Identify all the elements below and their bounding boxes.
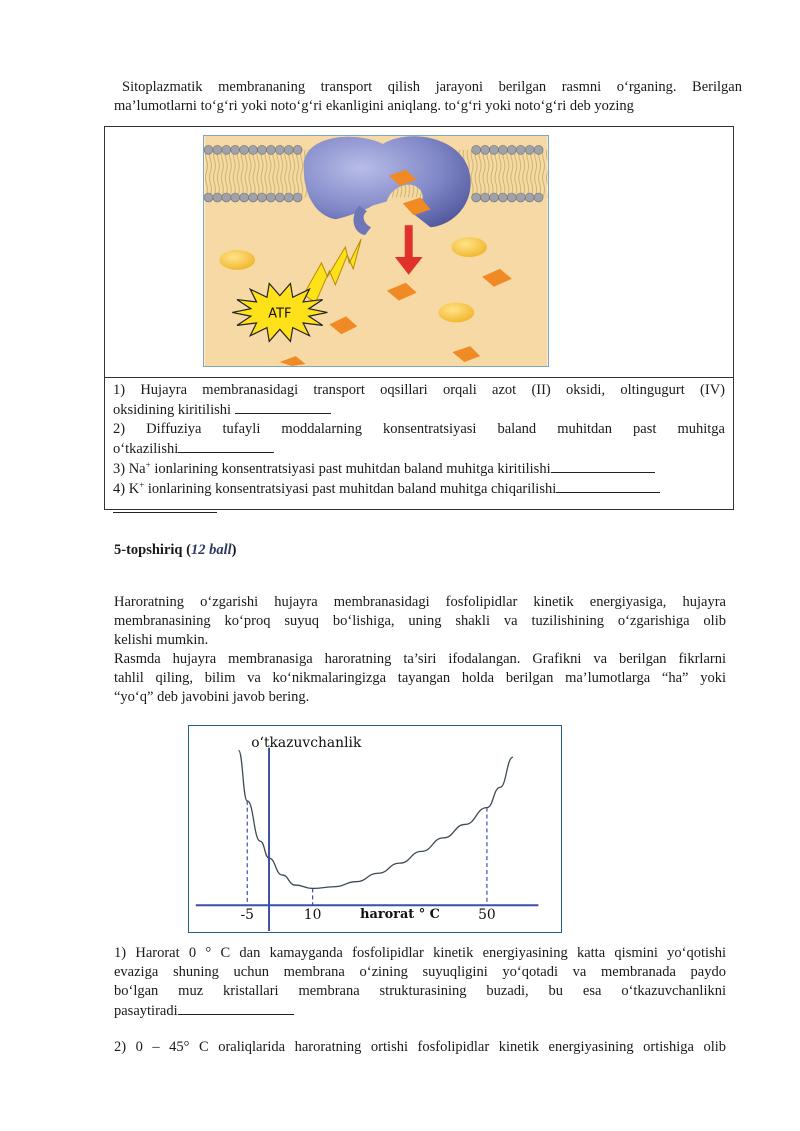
answer-blank-4[interactable]: [556, 479, 660, 493]
lipid-head: [249, 193, 258, 202]
statement-3-prefix: 3) Na: [113, 461, 146, 477]
atp-label: ATF: [268, 306, 292, 322]
q5-paragraph-2-line-2: tahlil qiling, bilim va ko‘nikmalaringizga tayangan holda berilgan ma’lumotlarga “ha” yoki: [114, 670, 726, 686]
q4-question-box: [104, 126, 734, 510]
q4-intro-line-1: Sitoplazmatik membrananing transport qilish jarayoni berilgan rasmni o‘rganing. Berilgan: [122, 79, 742, 95]
statement-4-text: ionlarining konsentratsiyasi past muhitdan baland muhitga chiqarilishi: [144, 481, 557, 497]
x-tick-label: -5: [240, 907, 254, 924]
lipid-head: [258, 145, 267, 154]
sodium-charge: +: [145, 460, 151, 470]
lipid-head: [507, 145, 516, 154]
lipid-head: [204, 145, 213, 154]
answer-1-line-2: evaziga shuning uchun membrana o‘zining suyuqligini yo‘qotadi va membranada paydo: [114, 964, 726, 980]
lipid-head: [293, 193, 302, 202]
answer-blank-4b[interactable]: [113, 499, 217, 513]
statement-2-line-2: [113, 439, 725, 459]
lipid-head: [240, 193, 249, 202]
answer-blank-5[interactable]: [178, 1001, 294, 1015]
q5-paragraph-2-line-3: “yo‘q” deb javobini javob bering.: [114, 689, 310, 705]
q4-intro-line-2: ma’lumotlarni to‘g‘ri yoki noto‘g‘ri ekanligini aniqlang. to‘g‘ri yoki noto‘g‘ri deb yozing: [114, 98, 634, 114]
lipid-head: [516, 145, 525, 154]
q5-paragraph-1-line-2: membranasining ko‘proq suyuq bo‘lishiga, uning shakli va tuzilishining o‘zgarishiga olib: [114, 613, 726, 629]
lipid-head: [490, 193, 499, 202]
section-title: 5-topshiriq (12 ball): [114, 542, 237, 558]
statement-3-text: ionlarining konsentratsiyasi past muhitdan baland muhitga kiritilishi: [150, 461, 551, 477]
x-tick-label: 50: [478, 907, 496, 924]
answer-blank-1[interactable]: [235, 400, 331, 414]
lipid-head: [481, 145, 490, 154]
q4-statements: [113, 381, 725, 519]
lipid-head: [534, 193, 543, 202]
lipid-head: [249, 145, 258, 154]
lipid-head: [534, 145, 543, 154]
permeability-curve: [239, 750, 514, 888]
q5-paragraph-2-line-1: Rasmda hujayra membranasiga haroratning ta’siri ifodalangan. Grafikni va berilgan fikrlarni: [114, 651, 726, 667]
lipid-head: [275, 193, 284, 202]
lipid-head: [231, 145, 240, 154]
lipid-head: [481, 193, 490, 202]
lipid-head: [498, 193, 507, 202]
statement-1-text: oksidining kiritilishi: [113, 402, 232, 418]
lipid-head: [204, 193, 213, 202]
lipid-head: [213, 193, 222, 202]
lipid-head: [498, 145, 507, 154]
q5-paragraph-1-line-1: Haroratning o‘zgarishi hujayra membranasidagi fosfolipidlar kinetik energiyasiga, hujayra: [114, 594, 726, 610]
lipid-head: [284, 193, 293, 202]
answer-1-line-4: [114, 1001, 726, 1021]
answer-1-line-1: 1) Harorat 0 ° C dan kamayganda fosfolipidlar kinetik energiyasining katta qismini yo‘qotishi: [114, 945, 726, 961]
statement-4-prefix: 4) K: [113, 481, 140, 497]
lipid-head: [472, 145, 481, 154]
statement-1-line-2: [113, 400, 725, 420]
statement-2-line-1: 2) Diffuziya tufayli moddalarning konsentratsiyasi baland muhitdan past muhitga: [113, 421, 725, 437]
q5-paragraph-1-line-3: kelishi mumkin.: [114, 632, 209, 648]
lipid-head: [258, 193, 267, 202]
statement-4-continuation: [113, 499, 725, 519]
lipid-head: [525, 193, 534, 202]
statement-4: [113, 479, 725, 499]
q4-divider: [105, 377, 733, 378]
lipid-head: [222, 145, 231, 154]
lipid-head: [266, 193, 275, 202]
lipid-head: [490, 145, 499, 154]
answer-blank-2[interactable]: [178, 439, 274, 453]
lipid-head: [525, 145, 534, 154]
lipid-head: [284, 145, 293, 154]
lipid-head: [293, 145, 302, 154]
membrane-transport-figure: [203, 135, 549, 367]
potassium-charge: +: [139, 480, 145, 490]
y-axis-label: o‘tkazuvchanlik: [251, 734, 362, 751]
lipid-head: [240, 145, 249, 154]
x-axis-label: harorat ° C: [360, 907, 440, 923]
answer-2-line-1: 2) 0 – 45° C oraliqlarida haroratning ortishi fosfolipidlar kinetik energiyasining ortishiga olib: [114, 1039, 726, 1055]
lipid-head: [275, 145, 284, 154]
permeability-temperature-graph: [188, 725, 562, 933]
answer-1-text: pasaytiradi: [114, 1003, 178, 1019]
lipid-head: [507, 193, 516, 202]
lipid-head: [231, 193, 240, 202]
x-tick-label: 10: [303, 907, 322, 924]
section-title-text: 5-topshiriq: [114, 542, 183, 558]
lipid-head: [266, 145, 275, 154]
answer-blank-3[interactable]: [551, 459, 655, 473]
statement-3: [113, 459, 725, 479]
section-points: 12 ball: [190, 542, 232, 558]
answer-1-line-3: bo‘lgan muz kristallari membrana strukturasining buzadi, bu esa o‘tkazuvchanlikni: [114, 983, 726, 999]
lipid-head: [516, 193, 525, 202]
lipid-head: [213, 145, 222, 154]
lipid-head: [472, 193, 481, 202]
statement-2-text: o‘tkazilishi: [113, 441, 179, 457]
lipid-head: [222, 193, 231, 202]
guide-lines: [247, 801, 487, 905]
statement-1-line-1: 1) Hujayra membranasidagi transport oqsillari orqali azot (II) oksidi, oltingugurt (IV): [113, 382, 725, 398]
